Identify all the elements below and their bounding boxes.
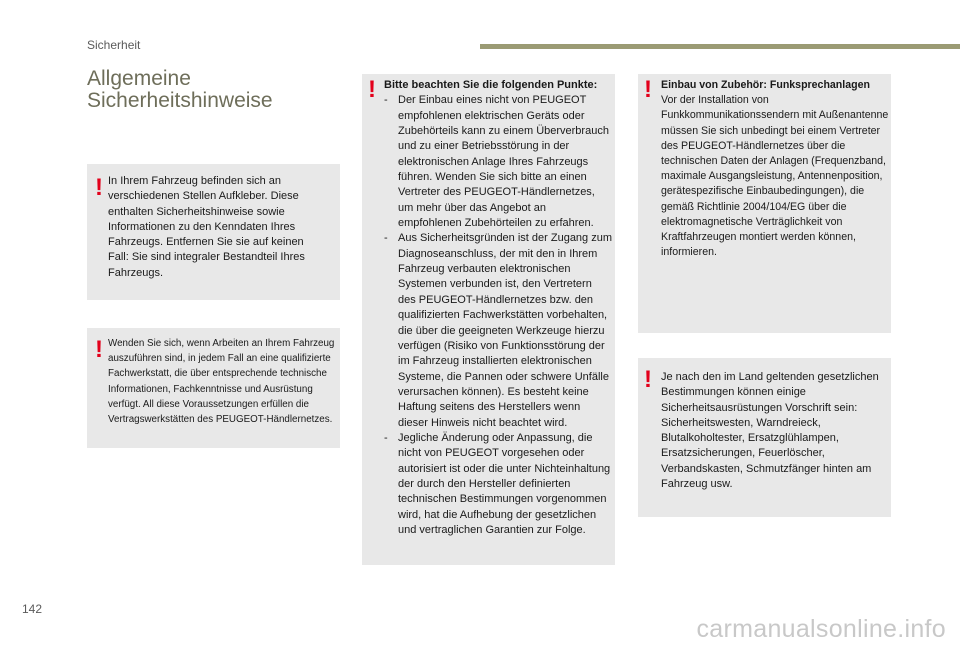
warning-icon: ! [95,336,103,363]
page-number: 142 [22,602,43,616]
watermark: carmanualsonline.info [696,615,946,643]
list-item-text: Aus Sicherheitsgründen ist der Zugang zum Diagnoseanschluss, der mit den in Ihrem Fahrzeug verbauten elektronischen Systemen verbunden ist, den Vertretern des PEUGEOT-Händlernetzes bzw. den qualifizierten Fachwerkstätten vorbehalten, die über die geeigneten Werkzeuge hierzu verfügen (Risiko von Funktionsstörung der im Fahrzeug installierten elektronischen Systeme, die Pannen oder schwere Unfälle verursachen können). Es besteht keine Haftung seitens des Herstellers wenn dieser Hinweis nicht beachtet wird. [398,232,613,429]
info-box-labels-text: In Ihrem Fahrzeug befinden sich an verschiedenen Stellen Aufkleber. Diese enthalten Sicherheitshinweise sowie Informationen zu den Kenndaten Ihres Fahrzeugs. Entfernen Sie sie auf keinen Fall: Sie sind integraler Bestandteil Ihres Fahrzeugs. [108,175,305,279]
info-box-radio-equipment-heading: Einbau von Zubehör: Funksprechanlagen [661,79,870,91]
list-bullet: - [384,232,388,245]
list-bullet: - [384,94,388,107]
info-box-points-heading: Bitte beachten Sie die folgenden Punkte: [384,79,598,91]
list-item [384,93,612,231]
list-item [384,231,612,430]
info-box-radio-equipment-text: Vor der Installation von Funkkommunikationssendern mit Außenantenne müssen Sie sich unbedingt bei einem Vertreter des PEUGEOT-Händlernetzes über die technischen Daten der Anlagen (Frequenzband, maximale Ausgangsleistung, Antennenposition, gerätespezifische Einbaubedingungen), die gemäß Richtlinie 2004/104/EG über die elektromagnetische Verträglichkeit von Kraftfahrzeugen montiert werden können, informieren. [661,94,889,259]
list-item-text: Jegliche Änderung oder Anpassung, die nicht von PEUGEOT vorgesehen oder autorisiert ist oder die unter Nichteinhaltung der durch den Hersteller definierten technischen Bestimmungen vorgenommen wird, hat die Aufhebung der gesetzlichen und vertraglichen Garantien zur Folge. [398,431,611,536]
info-box-points-list [384,93,612,538]
info-box-mandatory-equipment [638,358,891,517]
info-box-points-content [384,78,612,538]
info-box-points [362,74,615,565]
warning-icon: ! [644,366,652,393]
list-item [384,431,612,538]
list-item-text: Der Einbau eines nicht von PEUGEOT empfohlenen elektrischen Geräts oder Zubehörteils kann zu einem Überverbrauch und zu einer Betriebsstörung in der elektronischen Anlage Ihres Fahrzeugs führen. Wenden Sie sich bitte an einen Vertreter des PEUGEOT-Händlernetzes, um mehr über das Angebot an empfohlenen Zubehörteilen zu erfahren. [398,94,609,230]
list-bullet: - [384,431,388,444]
info-box-labels [87,164,340,300]
header-bar [480,44,960,49]
page-title [87,68,347,112]
info-box-radio-equipment-content [661,78,889,260]
info-box-mandatory-equipment-text: Je nach den im Land geltenden gesetzlichen Bestimmungen können einige Sicherheitsausrüstungen Vorschrift sein: Sicherheitswesten, Warndreieck, Blutalkoholtester, Ersatzglühlampen, Ersatzsicherungen, Feuerlöscher, Verbandskasten, Schmutzfänger hinten am Fahrzeug usw. [661,371,879,491]
page-title-line-1: Allgemeine [87,67,191,90]
warning-icon: ! [644,76,652,103]
info-box-radio-equipment [638,74,891,333]
info-box-workshop [87,328,340,448]
warning-icon: ! [95,174,103,201]
warning-icon: ! [368,76,376,103]
page-title-line-2: Sicherheitshinweise [87,89,273,112]
info-box-workshop-text: Wenden Sie sich, wenn Arbeiten an Ihrem Fahrzeug auszuführen sind, in jedem Fall an eine qualifizierte Fachwerkstatt, die über entsprechende technische Informationen, Fachkenntnisse und Ausrüstung verfügt. All diese Voraussetzungen erfüllen die Vertragswerkstätten des PEUGEOT-Händlernetzes. [108,338,335,426]
section-label: Sicherheit [87,38,141,52]
